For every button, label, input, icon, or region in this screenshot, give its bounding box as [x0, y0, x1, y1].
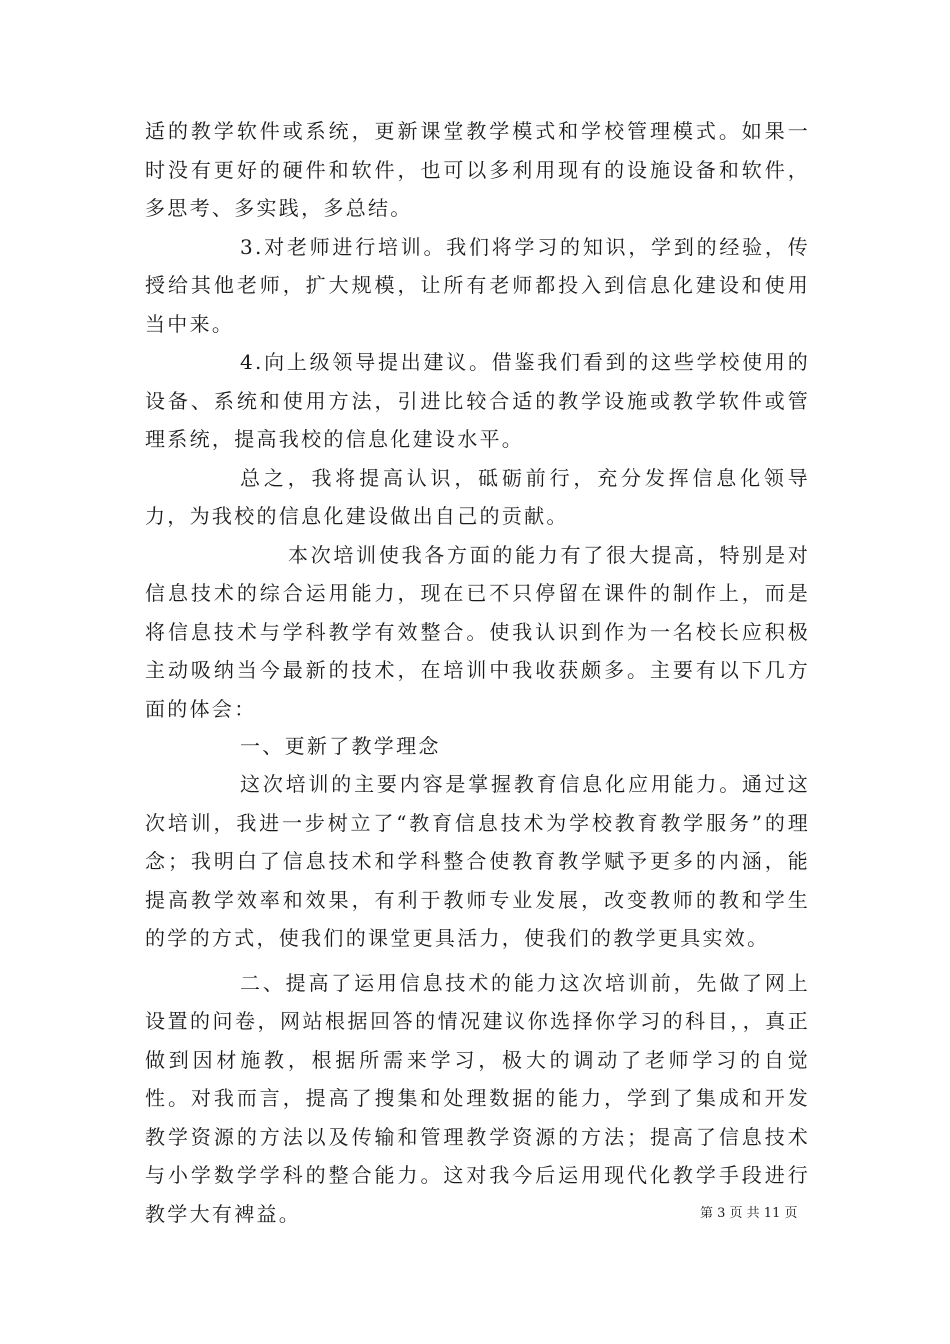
page-number-footer: 第 3 页 共 11 页: [700, 1206, 798, 1221]
document-body: [145, 112, 810, 1233]
paragraph-training-gains: 本次培训使我各方面的能力有了很大提高，特别是对信息技术的综合运用能力，现在已不只停留在课件的制作上，而是将信息技术与学科教学有效整合。使我认识到作为一名校长应积极主动吸纳当今最新的技术，在培训中我收获颇多。主要有以下几方面的体会：: [145, 542, 810, 721]
paragraph-teaching-philosophy: 这次培训的主要内容是掌握教育信息化应用能力。通过这次培训，我进一步树立了“教育信息技术为学校教育教学服务”的理念；我明白了信息技术和学科整合使教育教学赋予更多的内涵，能提高教学效率和效果，有利于教师专业发展，改变教师的教和学生的学的方式，使我们的课堂更具活力，使我们的教学更具实效。: [145, 772, 810, 950]
paragraph-item-4-suggestions: 4.向上级领导提出建议。借鉴我们看到的这些学校使用的设备、系统和使用方法，引进比较合适的教学设施或教学软件或管理系统，提高我校的信息化建设水平。: [145, 350, 810, 451]
paragraph-continuation: 适的教学软件或系统，更新课堂教学模式和学校管理模式。如果一时没有更好的硬件和软件，也可以多利用现有的设施设备和软件，多思考、多实践，多总结。: [145, 119, 810, 220]
paragraph-summary: 总之，我将提高认识，砥砺前行，充分发挥信息化领导力，为我校的信息化建设做出自己的贡献。: [145, 465, 810, 528]
section-heading-1: 一、更新了教学理念: [240, 734, 441, 758]
paragraph-item-3-training: 3.对老师进行培训。我们将学习的知识，学到的经验，传授给其他老师，扩大规模，让所有老师都投入到信息化建设和使用当中来。: [145, 234, 810, 336]
paragraph-it-ability: 二、提高了运用信息技术的能力这次培训前，先做了网上设置的问卷，网站根据回答的情况建议你选择你学习的科目，，真正做到因材施教，根据所需来学习，极大的调动了老师学习的自觉性。对我而言，提高了搜集和处理数据的能力，学到了集成和开发教学资源的方法以及传输和管理教学资源的方法；提高了信息技术与小学数学学科的整合能力。这对我今后运用现代化教学手段进行教学大有裨益。: [145, 970, 810, 1226]
